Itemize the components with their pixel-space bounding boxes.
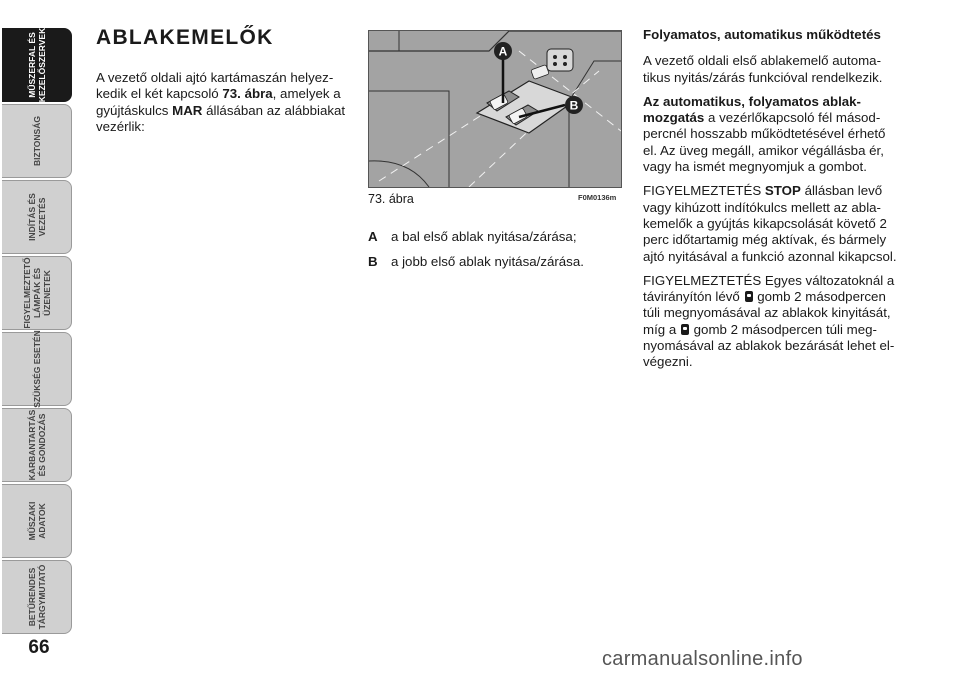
intro-paragraph [96, 70, 348, 135]
paragraph [643, 94, 898, 175]
callout-b [565, 96, 583, 114]
tab-label: MŰSZERFAL ÉS KEZELŐSZERVEK [26, 27, 47, 103]
tab-biztonsag[interactable] [2, 104, 72, 178]
paragraph-text: gomb 2 másodpercen túli meg-nyomásával az ablakok bezárását lehet el-végezni. [643, 321, 895, 370]
legend-key: B [368, 254, 378, 269]
tab-inditas[interactable] [2, 180, 72, 254]
legend-key: A [368, 229, 378, 244]
callout-a [494, 42, 512, 60]
bold-term: Az automatikus, folyamatos ablak-mozgatás [643, 93, 861, 126]
key-position-mar: MAR [172, 102, 203, 118]
paragraph-text: állásban levő vagy kihúzott indítókulcs mellett az abla-kemelők a gyújtás kikapcsolását követő 2 perc időtartamig még aktívak, és bármely ajtó nyitásával a funkció azonnal kikapcsol. [643, 183, 897, 264]
intro-text: állásában az alábbiakat vezérlik: [96, 102, 346, 134]
tab-label: MŰSZAKI ADATOK [26, 501, 47, 541]
intro-text: A vezető oldali ajtó kartámaszán helyez-kedik el két kapcsoló [96, 70, 334, 102]
tab-label: INDÍTÁS ÉS VEZETÉS [26, 193, 47, 241]
lock-key-icon [681, 324, 689, 335]
legend-item [368, 229, 628, 245]
legend-text: a jobb első ablak nyitása/zárása. [391, 254, 584, 269]
tab-szukseg[interactable] [2, 332, 72, 406]
tab-muszerfal[interactable] [2, 28, 72, 102]
tab-figyelmezteto[interactable] [2, 256, 72, 330]
figure-legend [368, 229, 628, 279]
unlock-key-icon [745, 291, 753, 302]
tab-label: SZÜKSÉG ESETÉN [31, 330, 42, 408]
warning-paragraph [643, 183, 898, 264]
figure-caption: 73. ábra [368, 192, 414, 206]
paragraph-text: gomb 2 másodpercen túli megnyomásával az ablakok kinyitását, míg a [643, 289, 891, 337]
watermark: carmanualsonline.info [602, 648, 803, 670]
callout-b-label: B [569, 98, 579, 113]
key-position-stop: STOP [764, 183, 801, 199]
warning-paragraph [643, 273, 898, 371]
section-automatic-operation [643, 27, 898, 379]
section-window-lifts [96, 26, 348, 143]
tab-label: FIGYELMEZTETŐ LÁMPÁK ÉS ÜZENETEK [21, 257, 52, 329]
chapter-tabs [2, 28, 78, 633]
tab-karbantartas[interactable] [2, 408, 72, 482]
callout-a-label: A [498, 44, 508, 59]
tab-label: BETŰRENDES TÁRGYMUTATÓ [26, 564, 47, 630]
legend-item [368, 254, 628, 270]
paragraph-text: a vezérlőkapcsoló fél másod-percnél hosszabb működtetésével érhető el. Az üveg megáll, amikor végállásba ér, vagy ha ismét megnyomjuk a gombot. [643, 110, 886, 175]
tab-label: BIZTONSÁG [31, 116, 42, 166]
page-number: 66 [28, 637, 50, 658]
figure-code: F0M0136m [578, 193, 617, 202]
tab-label: KARBANTARTÁS ÉS GONDOZÁS [26, 409, 47, 481]
figure-reference: 73. ábra [222, 86, 273, 102]
paragraph: A vezető oldali első ablakemelő automa-tikus nyitás/zárás funkcióval rendelkezik. [643, 53, 883, 85]
legend-text: a bal első ablak nyitása/zárása; [391, 229, 577, 244]
paragraph-text: FIGYELMEZTETÉS Egyes változatoknál a távirányítón lévő [643, 272, 895, 305]
window-switch-figure [368, 30, 622, 188]
section-heading: Folyamatos, automatikus működtetés [643, 27, 881, 42]
tab-muszaki[interactable] [2, 484, 72, 558]
paragraph-text: FIGYELMEZTETÉS [643, 183, 765, 199]
section-title: ABLAKEMELŐK [96, 26, 274, 49]
tab-targymutato[interactable] [2, 560, 72, 634]
intro-text: , amelyek a gyújtáskulcs [96, 86, 341, 118]
